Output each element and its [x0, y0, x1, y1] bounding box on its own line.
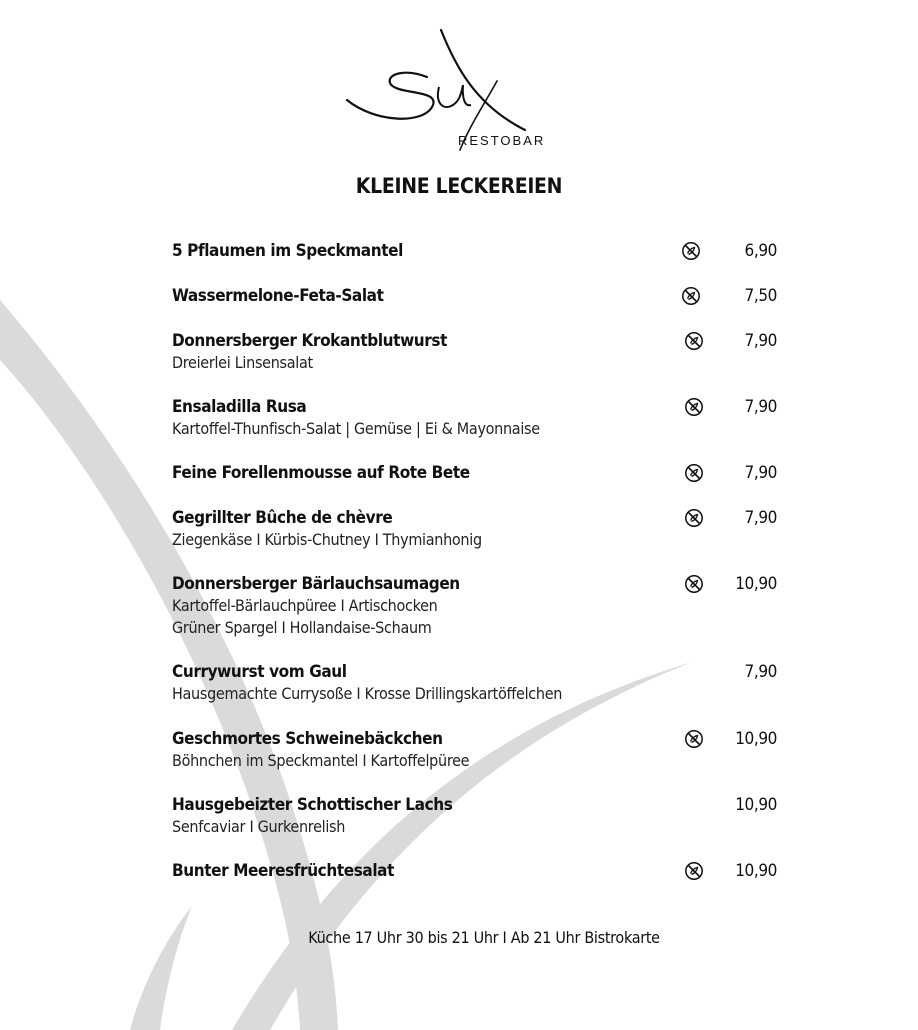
item-price: 7,90 — [744, 397, 777, 417]
menu-item — [172, 507, 782, 551]
no-sign-icon — [684, 861, 704, 881]
item-price: 7,90 — [744, 463, 777, 483]
item-price: 6,90 — [744, 241, 777, 261]
menu-item — [172, 728, 782, 772]
item-name: Currywurst vom Gaul — [172, 662, 347, 682]
item-description: Hausgemachte Currysoße I Krosse Drillingskartöffelchen — [172, 684, 563, 703]
item-name: Hausgebeizter Schottischer Lachs — [172, 795, 453, 815]
item-description: Kartoffel-Bärlauchpüree I Artischocken — [172, 596, 438, 615]
item-description: Senfcaviar I Gurkenrelish — [172, 817, 346, 836]
item-name: Ensaladilla Rusa — [172, 397, 307, 417]
item-description: Grüner Spargel I Hollandaise-Schaum — [172, 618, 432, 637]
no-sign-icon — [681, 286, 701, 306]
menu-item — [172, 573, 782, 639]
item-description: Böhnchen im Speckmantel I Kartoffelpüree — [172, 751, 470, 770]
item-price: 10,90 — [735, 795, 777, 815]
item-name: 5 Pflaumen im Speckmantel — [172, 241, 403, 261]
menu-item — [172, 285, 782, 307]
item-price: 10,90 — [735, 729, 777, 749]
no-sign-icon — [684, 508, 704, 528]
menu-item — [172, 396, 782, 440]
item-price: 7,90 — [744, 662, 777, 682]
item-name: Gegrillter Bûche de chèvre — [172, 508, 393, 528]
item-description: Kartoffel-Thunfisch-Salat | Gemüse | Ei & Mayonnaise — [172, 419, 540, 438]
item-name: Geschmortes Schweinebäckchen — [172, 729, 443, 749]
item-price: 10,90 — [735, 861, 777, 881]
item-name: Donnersberger Krokantblutwurst — [172, 331, 448, 351]
item-name: Donnersberger Bärlauchsaumagen — [172, 574, 460, 594]
item-price: 7,50 — [744, 286, 777, 306]
item-price: 10,90 — [735, 574, 777, 594]
no-sign-icon — [684, 331, 704, 351]
no-sign-icon — [684, 397, 704, 417]
item-description: Dreierlei Linsensalat — [172, 353, 313, 372]
item-description: Ziegenkäse I Kürbis-Chutney I Thymianhonig — [172, 530, 482, 549]
no-sign-icon — [684, 574, 704, 594]
menu-item — [172, 794, 782, 838]
item-price: 7,90 — [744, 331, 777, 351]
kitchen-hours: Küche 17 Uhr 30 bis 21 Uhr I Ab 21 Uhr Bistrokarte — [308, 928, 660, 947]
item-name: Feine Forellenmousse auf Rote Bete — [172, 463, 470, 483]
logo-subtitle: RESTOBAR — [458, 133, 546, 148]
item-name: Wassermelone-Feta-Salat — [172, 286, 384, 306]
menu-item — [172, 330, 782, 374]
menu-item — [172, 661, 782, 705]
no-sign-icon — [681, 241, 701, 261]
item-price: 7,90 — [744, 508, 777, 528]
menu-item — [172, 240, 782, 262]
menu-item — [172, 860, 782, 882]
menu-item — [172, 462, 782, 484]
section-title: KLEINE LECKEREIEN — [355, 174, 563, 198]
item-name: Bunter Meeresfrüchtesalat — [172, 861, 395, 881]
no-sign-icon — [684, 729, 704, 749]
no-sign-icon — [684, 463, 704, 483]
